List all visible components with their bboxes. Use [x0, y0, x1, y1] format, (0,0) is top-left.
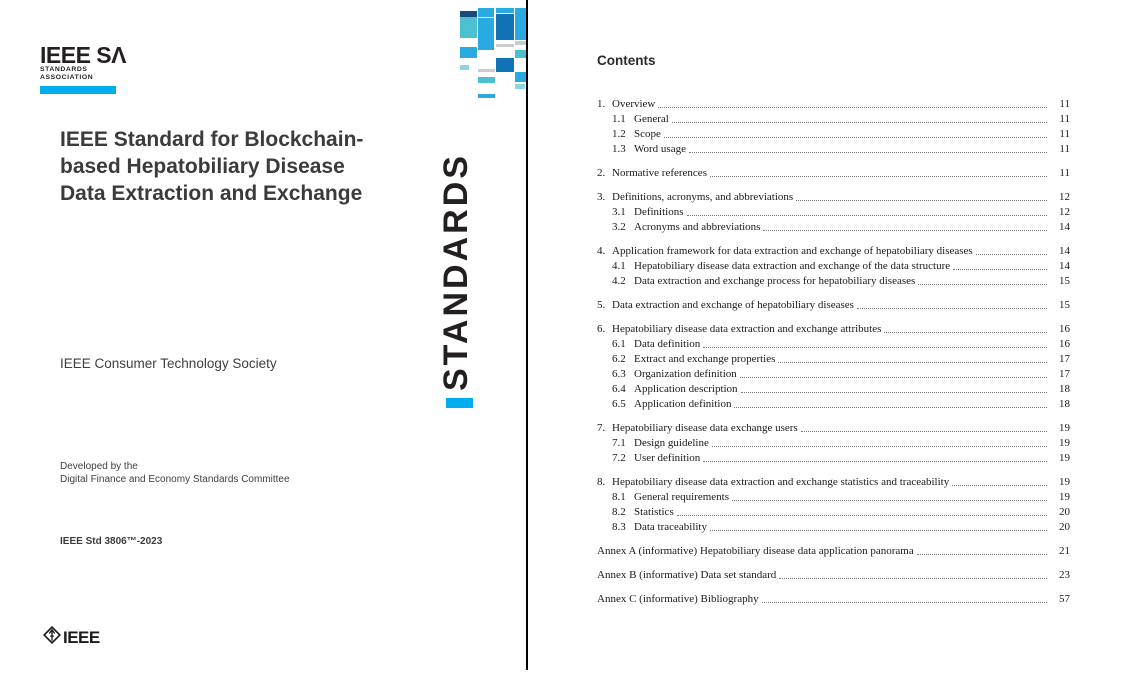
toc-leader-dots: [918, 284, 1047, 285]
toc-leader-dots: [762, 602, 1047, 603]
toc-entry-label: Annex A (informative) Hepatobiliary disease data application panorama: [597, 545, 914, 557]
toc-entry-number: 7.2: [612, 452, 626, 464]
toc-entry: [597, 489, 1070, 504]
document-title-line-2: based Hepatobiliary Disease: [60, 155, 345, 178]
toc-entry-number: 2.: [597, 167, 606, 179]
toc-entry: [597, 504, 1070, 519]
toc-entry-label: Hepatobiliary disease data extraction and exchange attributes: [612, 323, 882, 335]
toc-group: [597, 189, 1070, 234]
toc-page-number: 19: [1059, 437, 1070, 449]
toc-leader-dots: [857, 308, 1047, 309]
toc-page-number: 15: [1059, 299, 1070, 311]
toc-entry-label: Definitions: [634, 206, 684, 218]
developed-by-line-1: Developed by the: [60, 461, 138, 472]
toc-entry-label: Overview: [612, 98, 656, 110]
toc-leader-dots: [740, 377, 1047, 378]
toc-entry-number: 8.3: [612, 521, 626, 533]
toc-page-number: 20: [1059, 521, 1070, 533]
toc-entry-label: Data traceability: [634, 521, 707, 533]
toc-entry-label: Hepatobiliary disease data extraction and exchange of the data structure: [634, 260, 951, 272]
toc-page-number: 14: [1059, 221, 1070, 233]
toc-entry: [597, 336, 1070, 351]
toc-page-number: 11: [1059, 128, 1070, 140]
toc-entry-number: 6.5: [612, 398, 626, 410]
document-title-line-1: IEEE Standard for Blockchain-: [60, 128, 364, 151]
ieee-sa-standards-label: STANDARDS: [40, 66, 88, 73]
mosaic-tile: [460, 47, 477, 58]
toc-entry-label: Data definition: [634, 338, 701, 350]
toc-entry: [597, 381, 1070, 396]
toc-page-number: 19: [1059, 422, 1070, 434]
toc-page-number: 57: [1059, 593, 1070, 605]
toc-entry-number: 4.: [597, 245, 606, 257]
toc-leader-dots: [976, 254, 1047, 255]
toc-entry-number: 7.1: [612, 437, 626, 449]
toc-leader-dots: [953, 269, 1047, 270]
toc-entry: [597, 126, 1070, 141]
toc-entry: [597, 396, 1070, 411]
toc-entry: [597, 420, 1070, 435]
toc-page-number: 18: [1059, 398, 1070, 410]
toc-group: [597, 96, 1070, 156]
toc-leader-dots: [779, 578, 1047, 579]
toc-leader-dots: [672, 122, 1047, 123]
mosaic-tile: [478, 69, 495, 72]
toc-leader-dots: [741, 392, 1047, 393]
mosaic-tile: [460, 17, 477, 38]
toc-entry-label: Application description: [634, 383, 738, 395]
toc-entry-label: Data extraction and exchange process for hepatobiliary diseases: [634, 275, 916, 287]
ieee-sa-cyan-bar: [40, 86, 116, 94]
toc-leader-dots: [778, 362, 1047, 363]
toc-group: [597, 567, 1070, 582]
toc-leader-dots: [712, 446, 1047, 447]
toc-entry: [597, 258, 1070, 273]
toc-entry-label: Design guideline: [634, 437, 709, 449]
document-title: [60, 126, 380, 207]
toc-page-number: 11: [1059, 98, 1070, 110]
toc-entry-label: General: [634, 113, 669, 125]
mosaic-tile: [515, 72, 526, 82]
toc-entry-number: 5.: [597, 299, 606, 311]
toc-page-number: 19: [1059, 452, 1070, 464]
toc-page-number: 12: [1059, 206, 1070, 218]
toc-entry: [597, 273, 1070, 288]
mosaic-tile: [515, 50, 526, 58]
mosaic-tile: [515, 84, 525, 89]
toc-page-number: 17: [1059, 368, 1070, 380]
toc-page-number: 14: [1059, 260, 1070, 272]
toc-entry: [597, 435, 1070, 450]
toc-leader-dots: [884, 332, 1047, 333]
spine-standards-label: STANDARDS: [436, 153, 475, 391]
toc-entry-label: Application framework for data extraction and exchange of hepatobiliary diseases: [612, 245, 973, 257]
toc-entry-label: Annex B (informative) Data set standard: [597, 569, 777, 581]
toc-entry: [597, 321, 1070, 336]
ieee-wordmark: IEEE: [63, 627, 100, 647]
spine: [436, 116, 476, 408]
toc-entry: [597, 366, 1070, 381]
toc-entry-label: Statistics: [634, 506, 674, 518]
toc-leader-dots: [710, 530, 1047, 531]
toc-page-number: 23: [1059, 569, 1070, 581]
toc-leader-dots: [796, 200, 1047, 201]
toc-entry: [597, 165, 1070, 180]
toc-leader-dots: [703, 347, 1047, 348]
toc-entry-number: 8.: [597, 476, 606, 488]
ieee-diamond-icon: [43, 626, 61, 649]
toc-leader-dots: [952, 485, 1047, 486]
contents-heading: Contents: [597, 53, 656, 68]
toc-entry-label: General requirements: [634, 491, 729, 503]
document-title-line-3: Data Extraction and Exchange: [60, 182, 363, 205]
mosaic-tile: [496, 8, 514, 13]
mosaic-tile: [478, 77, 495, 83]
toc-entry-label: Application definition: [634, 398, 732, 410]
toc-entry: [597, 297, 1070, 312]
toc-entry-number: 4.2: [612, 275, 626, 287]
mosaic-tile: [496, 58, 514, 72]
toc-entry-number: 4.1: [612, 260, 626, 272]
toc-entry-number: 6.: [597, 323, 606, 335]
toc-entry-number: 8.1: [612, 491, 626, 503]
toc-leader-dots: [710, 176, 1047, 177]
toc-leader-dots: [917, 554, 1047, 555]
toc-entry-label: Data extraction and exchange of hepatobiliary diseases: [612, 299, 854, 311]
spine-i-bar: [446, 398, 473, 408]
toc-entry-number: 1.2: [612, 128, 626, 140]
mosaic-tile: [515, 8, 526, 40]
toc-entry: [597, 96, 1070, 111]
mosaic-tile: [515, 41, 526, 45]
toc-entry-number: 6.2: [612, 353, 626, 365]
mosaic-tile: [478, 8, 494, 17]
toc-group: [597, 474, 1070, 534]
mosaic-tile: [478, 18, 494, 50]
toc-entry: [597, 189, 1070, 204]
toc-page-number: 19: [1059, 491, 1070, 503]
cover-page: [0, 0, 455, 682]
toc-entry-number: 6.1: [612, 338, 626, 350]
toc-entry: [597, 567, 1070, 582]
toc-group: [597, 591, 1070, 606]
toc-leader-dots: [763, 230, 1047, 231]
toc-page-number: 19: [1059, 476, 1070, 488]
toc-entry-number: 1.: [597, 98, 606, 110]
toc-entry-label: Hepatobiliary disease data extraction and exchange statistics and traceability: [612, 476, 950, 488]
toc-entry-number: 8.2: [612, 506, 626, 518]
sponsor-society: IEEE Consumer Technology Society: [60, 356, 277, 371]
ieee-sa-association-label: ASSOCIATION: [40, 74, 94, 81]
toc-entry-label: Normative references: [612, 167, 707, 179]
toc-page-number: 16: [1059, 323, 1070, 335]
toc-entry: [597, 543, 1070, 558]
toc-page-number: 14: [1059, 245, 1070, 257]
toc-leader-dots: [658, 107, 1047, 108]
toc-entry-number: 3.1: [612, 206, 626, 218]
toc-leader-dots: [664, 137, 1047, 138]
toc-leader-dots: [703, 461, 1047, 462]
mosaic: [455, 0, 527, 100]
toc-entry-number: 7.: [597, 422, 606, 434]
toc-entry-number: 3.2: [612, 221, 626, 233]
toc-entry-label: User definition: [634, 452, 701, 464]
toc-group: [597, 420, 1070, 465]
toc-page-number: 15: [1059, 275, 1070, 287]
toc-entry-label: Scope: [634, 128, 661, 140]
toc-entry-number: 1.1: [612, 113, 626, 125]
toc-leader-dots: [689, 152, 1047, 153]
developed-by-line-2: Digital Finance and Economy Standards Committee: [60, 473, 290, 485]
toc-entry-label: Definitions, acronyms, and abbreviations: [612, 191, 794, 203]
mosaic-tile: [478, 94, 495, 98]
toc-entry-label: Extract and exchange properties: [634, 353, 776, 365]
toc-group: [597, 243, 1070, 288]
toc-entry: [597, 591, 1070, 606]
toc-group: [597, 543, 1070, 558]
toc-entry-label: Organization definition: [634, 368, 737, 380]
toc-entry-label: Hepatobiliary disease data exchange users: [612, 422, 798, 434]
toc-page-number: 11: [1059, 113, 1070, 125]
toc-entry: [597, 204, 1070, 219]
ieee-sa-wordmark: IEEE SΛ: [40, 42, 126, 68]
toc-group: [597, 165, 1070, 180]
toc-entry: [597, 519, 1070, 534]
toc-entry-label: Acronyms and abbreviations: [634, 221, 761, 233]
toc-entry: [597, 219, 1070, 234]
toc-entry-number: 6.3: [612, 368, 626, 380]
toc-leader-dots: [801, 431, 1047, 432]
mosaic-tile: [496, 44, 514, 47]
page-divider-line: [526, 0, 528, 670]
toc-entry-number: 3.: [597, 191, 606, 203]
toc-entry-label: Word usage: [634, 143, 686, 155]
toc-entry-number: 1.3: [612, 143, 626, 155]
toc-entry: [597, 243, 1070, 258]
toc-entry-label: Annex C (informative) Bibliography: [597, 593, 759, 605]
toc-group: [597, 297, 1070, 312]
toc-group: [597, 321, 1070, 411]
toc-entry: [597, 141, 1070, 156]
toc-leader-dots: [732, 500, 1047, 501]
toc-page-number: 17: [1059, 353, 1070, 365]
toc-entry: [597, 111, 1070, 126]
toc-entry: [597, 450, 1070, 465]
standard-designation: IEEE Std 3806™-2023: [60, 536, 163, 547]
toc-page-number: 12: [1059, 191, 1070, 203]
toc-page-number: 21: [1059, 545, 1070, 557]
toc-page-number: 16: [1059, 338, 1070, 350]
toc-page-number: 11: [1059, 143, 1070, 155]
mosaic-tile: [460, 65, 469, 70]
toc-entry: [597, 474, 1070, 489]
toc-leader-dots: [734, 407, 1047, 408]
toc-leader-dots: [687, 215, 1048, 216]
ieee-sa-logo: [40, 44, 126, 94]
toc-leader-dots: [677, 515, 1047, 516]
ieee-master-brand: [43, 626, 100, 649]
developed-by: [60, 461, 290, 486]
toc-entry: [597, 351, 1070, 366]
toc-page-number: 11: [1059, 167, 1070, 179]
mosaic-tile: [496, 14, 514, 40]
toc-page-number: 20: [1059, 506, 1070, 518]
toc-page-number: 18: [1059, 383, 1070, 395]
toc-list: [597, 96, 1070, 615]
toc-entry-number: 6.4: [612, 383, 626, 395]
